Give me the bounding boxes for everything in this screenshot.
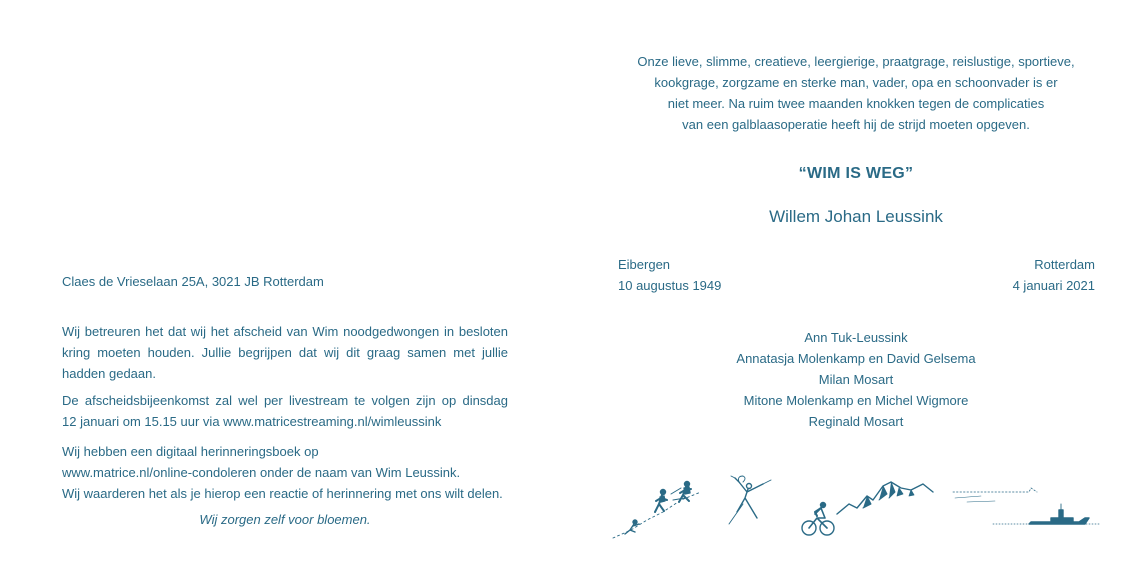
ship-icon [953, 488, 1101, 524]
family-list [613, 327, 1099, 432]
deceased-full-name: Willem Johan Leussink [769, 207, 943, 226]
hiker-icon [655, 490, 667, 513]
text-line: De afscheidsbijeenkomst zal wel per livestream te volgen zijn op dinsdag [62, 393, 508, 408]
text-line: niet meer. Na ruim twee maanden knokken tegen de complicaties [667, 96, 1045, 111]
headline-quote: “WIM IS WEG” [798, 165, 914, 182]
closing-note: Wij zorgen zelf voor bloemen. [199, 512, 371, 527]
text-line: Wij betreuren het dat wij het afscheid van Wim noodgedwongen in besloten [62, 324, 508, 339]
life-sketch-illustration [611, 474, 1106, 546]
text-line: 12 januari om 15.15 uur via www.matricestreaming.nl/wimleussink [62, 414, 442, 429]
death-date: 4 januari 2021 [1012, 278, 1095, 293]
memory-book-paragraph [62, 441, 508, 504]
address: Claes de Vrieselaan 25A, 3021 JB Rotterdam [62, 274, 324, 289]
text-line: Onze lieve, slimme, creatieve, leergierige, praatgrage, reislustige, sportieve, [637, 54, 1075, 69]
family-member: Milan Mosart [818, 372, 894, 387]
text-line: Wij hebben een digitaal herinneringsboek op [62, 444, 319, 459]
family-member: Reginald Mosart [808, 414, 904, 429]
family-member: Ann Tuk-Leussink [804, 330, 908, 345]
family-member: Mitone Molenkamp en Michel Wigmore [743, 393, 969, 408]
birth-date: 10 augustus 1949 [618, 278, 722, 293]
mountains-icon [837, 482, 933, 514]
birth-place: Eibergen [618, 257, 671, 272]
birth-info [618, 254, 721, 296]
text-line: hadden gedaan. [62, 366, 156, 381]
text-line: van een galblaasoperatie heeft hij de strijd moeten opgeven. [682, 117, 1030, 132]
right-page [571, 0, 1142, 571]
text-line: Wij waarderen het als je hierop een reactie of herinnering met ons wilt delen. [62, 486, 503, 501]
family-member: Annatasja Molenkamp en David Gelsema [736, 351, 976, 366]
livestream-paragraph [62, 390, 508, 432]
death-info [1013, 254, 1095, 296]
text-line: www.matrice.nl/online-condoleren onder de naam van Wim Leussink. [62, 465, 461, 480]
hiker-icon [625, 520, 639, 534]
announcement-text [613, 51, 1099, 135]
death-place: Rotterdam [1034, 257, 1095, 272]
cyclist-icon [802, 503, 834, 536]
text-line: kookgrage, zorgzame en sterke man, vader, opa en schoonvader is er [654, 75, 1058, 90]
intro-paragraph-private-farewell [62, 321, 508, 384]
text-line: kring moeten houden. Jullie begrijpen dat wij dit graag samen met jullie [62, 345, 508, 360]
hiker-icon [671, 482, 691, 503]
fencer-icon [729, 476, 771, 524]
